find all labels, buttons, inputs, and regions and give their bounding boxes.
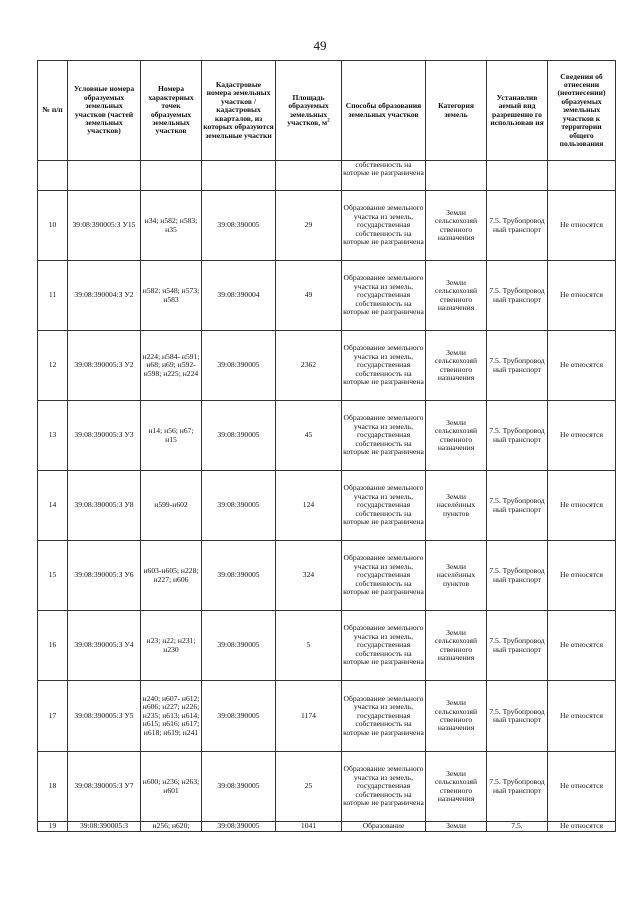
cadastral-number-cell: 39:08:390005 — [202, 752, 276, 822]
formation-method-cell: Образование земельного участка из земель, государственная собственность на которые не разграничена — [342, 541, 426, 611]
permitted-use-cell: 7.5. Трубопровод ный транспорт — [487, 681, 548, 752]
common-use-cell: Не относятся — [548, 822, 616, 832]
row-number-cell: 13 — [38, 401, 68, 471]
header-formation-methods: Способы образования земельных участков — [342, 61, 426, 161]
permitted-use-cell: 7.5. Трубопровод ный транспорт — [487, 611, 548, 681]
area-value-cell: 25 — [276, 752, 342, 822]
permitted-use-cell: 7.5. Трубопровод ный транспорт — [487, 191, 548, 261]
area-value-cell: 29 — [276, 191, 342, 261]
table-cell — [68, 161, 141, 191]
continuation-text: собственность на которые не разграничена — [342, 161, 426, 191]
table-row — [38, 471, 616, 541]
conditional-number-cell: 39:08:390005:З У5 — [68, 681, 141, 752]
header-area-sup: 2 — [327, 118, 330, 124]
header-land-category: Категория земель — [426, 61, 487, 161]
land-category-cell: Земли сельскохозяй ственного назначения — [426, 611, 487, 681]
common-use-cell: Не относятся — [548, 471, 616, 541]
area-value-cell: 1041 — [276, 822, 342, 832]
common-use-cell: Не относятся — [548, 541, 616, 611]
conditional-number-cell: 39:08:390004:З У2 — [68, 261, 141, 331]
table-cell — [548, 161, 616, 191]
formation-method-cell: Образование земельного участка из земель, государственная собственность на которые не разграничена — [342, 471, 426, 541]
table-cell — [38, 161, 68, 191]
header-permitted-use: Устанавлив аемый вид разрешенно го использован ия — [487, 61, 548, 161]
land-category-cell: Земли сельскохозяй ственного назначения — [426, 752, 487, 822]
conditional-number-cell: 39:08:390005:З У4 — [68, 611, 141, 681]
header-row — [38, 61, 616, 161]
row-number-cell: 11 — [38, 261, 68, 331]
table-row — [38, 331, 616, 401]
permitted-use-cell: 7.5. Трубопровод ный транспорт — [487, 541, 548, 611]
cadastral-number-cell: 39:08:390005 — [202, 822, 276, 832]
point-numbers-cell: н224; н584- н591; н68; н69; н592- н598; н225; н224 — [141, 331, 202, 401]
table-row — [38, 541, 616, 611]
header-cadastral-numbers: Кадастровые номера земельных участков / кадастровых кварталов, из которых образуются земельные участки — [202, 61, 276, 161]
conditional-number-cell: 39:08:390005:З У3 — [68, 401, 141, 471]
formation-method-cell: Образование — [342, 822, 426, 832]
area-value-cell: 124 — [276, 471, 342, 541]
common-use-cell: Не относятся — [548, 191, 616, 261]
point-numbers-cell: н14; н56; н67; н15 — [141, 401, 202, 471]
land-plots-table — [37, 60, 616, 832]
land-category-cell: Земли сельскохозяй ственного назначения — [426, 191, 487, 261]
land-category-cell: Земли населённых пунктов — [426, 471, 487, 541]
common-use-cell: Не относятся — [548, 401, 616, 471]
area-value-cell: 2362 — [276, 331, 342, 401]
conditional-number-cell: 39:08:390005:З — [68, 822, 141, 832]
permitted-use-cell: 7.5. Трубопровод ный транспорт — [487, 752, 548, 822]
cadastral-number-cell: 39:08:390005 — [202, 191, 276, 261]
formation-method-cell: Образование земельного участка из земель, государственная собственность на которые не разграничена — [342, 681, 426, 752]
permitted-use-cell: 7.5. Трубопровод ный транспорт — [487, 471, 548, 541]
formation-method-cell: Образование земельного участка из земель, государственная собственность на которые не разграничена — [342, 261, 426, 331]
page-number: 49 — [313, 38, 327, 53]
land-category-cell: Земли — [426, 822, 487, 832]
cadastral-number-cell: 39:08:390005 — [202, 541, 276, 611]
table-row — [38, 752, 616, 822]
cadastral-number-cell: 39:08:390004 — [202, 261, 276, 331]
header-point-numbers: Номера характерных точек образуемых земельных участков — [141, 61, 202, 161]
point-numbers-cell: н582; н548; н573; н583 — [141, 261, 202, 331]
table-cell — [202, 161, 276, 191]
permitted-use-cell: 7.5. Трубопровод ный транспорт — [487, 401, 548, 471]
point-numbers-cell: н23; н22; н231; н230 — [141, 611, 202, 681]
header-common-use: Сведения об отнесении (неотнесении) образуемых земельных участков к территории общего пользования — [548, 61, 616, 161]
formation-method-cell: Образование земельного участка из земель, государственная собственность на которые не разграничена — [342, 401, 426, 471]
formation-method-cell: Образование земельного участка из земель, государственная собственность на которые не разграничена — [342, 331, 426, 401]
permitted-use-cell: 7.5. Трубопровод ный транспорт — [487, 261, 548, 331]
table-cell — [276, 161, 342, 191]
table-row — [38, 822, 616, 832]
header-num: № п/п — [38, 61, 68, 161]
row-number-cell: 19 — [38, 822, 68, 832]
point-numbers-cell: н603-н605; н228; н227; н606 — [141, 541, 202, 611]
point-numbers-cell: н34; н582; н583; н35 — [141, 191, 202, 261]
row-number-cell: 15 — [38, 541, 68, 611]
cadastral-number-cell: 39:08:390005 — [202, 681, 276, 752]
point-numbers-cell: н599-н602 — [141, 471, 202, 541]
area-value-cell: 1174 — [276, 681, 342, 752]
area-value-cell: 324 — [276, 541, 342, 611]
land-category-cell: Земли населённых пунктов — [426, 541, 487, 611]
conditional-number-cell: 39:08:390005:З У15 — [68, 191, 141, 261]
header-conditional-number: Условные номера образуемых земельных участков (частей земельных участков) — [68, 61, 141, 161]
common-use-cell: Не относятся — [548, 611, 616, 681]
formation-method-cell: Образование земельного участка из земель, государственная собственность на которые не разграничена — [342, 191, 426, 261]
land-category-cell: Земли сельскохозяй ственного назначения — [426, 681, 487, 752]
cadastral-number-cell: 39:08:390005 — [202, 471, 276, 541]
formation-method-cell: Образование земельного участка из земель, государственная собственность на которые не разграничена — [342, 611, 426, 681]
point-numbers-cell: н240; н607- н612; н606; н227; н226; н235; н613; н614; н615; н616; н617; н618; н619; н241 — [141, 681, 202, 752]
conditional-number-cell: 39:08:390005:З У2 — [68, 331, 141, 401]
cadastral-number-cell: 39:08:390005 — [202, 331, 276, 401]
table-row — [38, 401, 616, 471]
cadastral-number-cell: 39:08:390005 — [202, 611, 276, 681]
row-number-cell: 16 — [38, 611, 68, 681]
table-cell — [426, 161, 487, 191]
conditional-number-cell: 39:08:390005:З У7 — [68, 752, 141, 822]
common-use-cell: Не относятся — [548, 681, 616, 752]
row-number-cell: 18 — [38, 752, 68, 822]
continuation-row — [38, 161, 616, 191]
common-use-cell: Не относятся — [548, 752, 616, 822]
common-use-cell: Не относятся — [548, 331, 616, 401]
formation-method-cell: Образование земельного участка из земель, государственная собственность на которые не разграничена — [342, 752, 426, 822]
table-row — [38, 191, 616, 261]
table-cell — [487, 161, 548, 191]
permitted-use-cell: 7.5. Трубопровод ный транспорт — [487, 331, 548, 401]
permitted-use-cell: 7.5. — [487, 822, 548, 832]
table-row — [38, 611, 616, 681]
conditional-number-cell: 39:08:390005:З У8 — [68, 471, 141, 541]
row-number-cell: 10 — [38, 191, 68, 261]
area-value-cell: 5 — [276, 611, 342, 681]
row-number-cell: 14 — [38, 471, 68, 541]
table-row — [38, 681, 616, 752]
common-use-cell: Не относятся — [548, 261, 616, 331]
row-number-cell: 17 — [38, 681, 68, 752]
point-numbers-cell: н600; н236; н263; н601 — [141, 752, 202, 822]
cadastral-number-cell: 39:08:390005 — [202, 401, 276, 471]
land-category-cell: Земли сельскохозяй ственного назначения — [426, 401, 487, 471]
header-area-text: Площадь образуемых земельных участков, м — [287, 92, 329, 127]
table-cell — [141, 161, 202, 191]
land-category-cell: Земли сельскохозяй ственного назначения — [426, 261, 487, 331]
point-numbers-cell: н256; н620; — [141, 822, 202, 832]
row-number-cell: 12 — [38, 331, 68, 401]
land-category-cell: Земли сельскохозяй ственного назначения — [426, 331, 487, 401]
header-area — [276, 61, 342, 161]
table-row — [38, 261, 616, 331]
area-value-cell: 45 — [276, 401, 342, 471]
conditional-number-cell: 39:08:390005:З У6 — [68, 541, 141, 611]
area-value-cell: 49 — [276, 261, 342, 331]
